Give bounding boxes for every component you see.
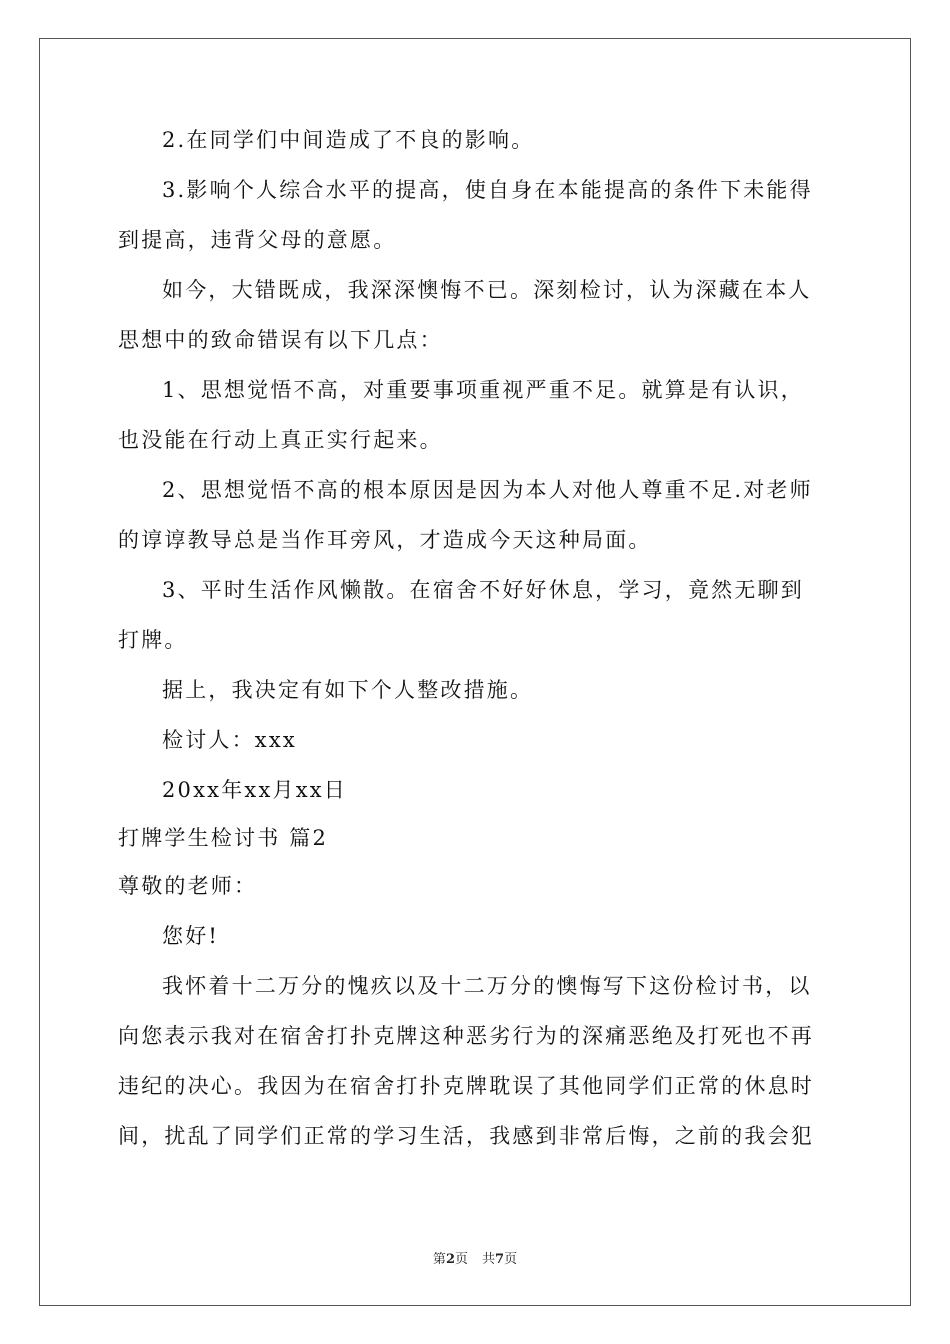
paragraph-line: 违纪的决心。我因为在宿舍打扑克牌耽误了其他同学们正常的休息时 <box>118 1074 814 1098</box>
page-footer <box>0 1248 950 1267</box>
page-number: 第2页 <box>432 1252 468 1267</box>
paragraph-line: 间，扰乱了同学们正常的学习生活，我感到非常后悔，之前的我会犯 <box>118 1124 814 1148</box>
page-total: 共7页 <box>482 1252 518 1267</box>
paragraph-line: 向您表示我对在宿舍打扑克牌这种恶劣行为的深痛恶绝及打死也不再 <box>118 1024 814 1048</box>
greeting: 您好! <box>162 924 220 948</box>
paragraph-line: 据上，我决定有如下个人整改措施。 <box>162 678 534 702</box>
paragraph-line: 3、平时生活作风懒散。在宿舍不好好休息，学习，竟然无聊到 <box>162 578 804 602</box>
paragraph-line: 1、思想觉悟不高，对重要事项重视严重不足。就算是有认识， <box>162 378 804 402</box>
paragraph-line: 打牌。 <box>118 628 188 652</box>
paragraph-line: 的谆谆教导总是当作耳旁风，才造成今天这种局面。 <box>118 528 652 552</box>
paragraph-line: 2.在同学们中间造成了不良的影响。 <box>162 128 535 152</box>
paragraph-line: 3.影响个人综合水平的提高，使自身在本能提高的条件下未能得 <box>162 178 813 202</box>
date-line: 20xx年xx月xx日 <box>162 778 347 802</box>
paragraph-line: 2、思想觉悟不高的根本原因是因为本人对他人尊重不足.对老师 <box>162 478 813 502</box>
paragraph-line: 我怀着十二万分的愧疚以及十二万分的懊悔写下这份检讨书，以 <box>162 974 812 998</box>
paragraph-line: 到提高，违背父母的意愿。 <box>118 228 397 252</box>
salutation: 尊敬的老师： <box>118 874 258 898</box>
section-title: 打牌学生检讨书 篇2 <box>118 826 329 850</box>
signature-line: 检讨人：xxx <box>162 728 297 752</box>
paragraph-line: 如今，大错既成，我深深懊悔不已。深刻检讨，认为深藏在本人 <box>162 278 812 302</box>
paragraph-line: 也没能在行动上真正实行起来。 <box>118 428 443 452</box>
paragraph-line: 思想中的致命错误有以下几点： <box>118 328 443 352</box>
